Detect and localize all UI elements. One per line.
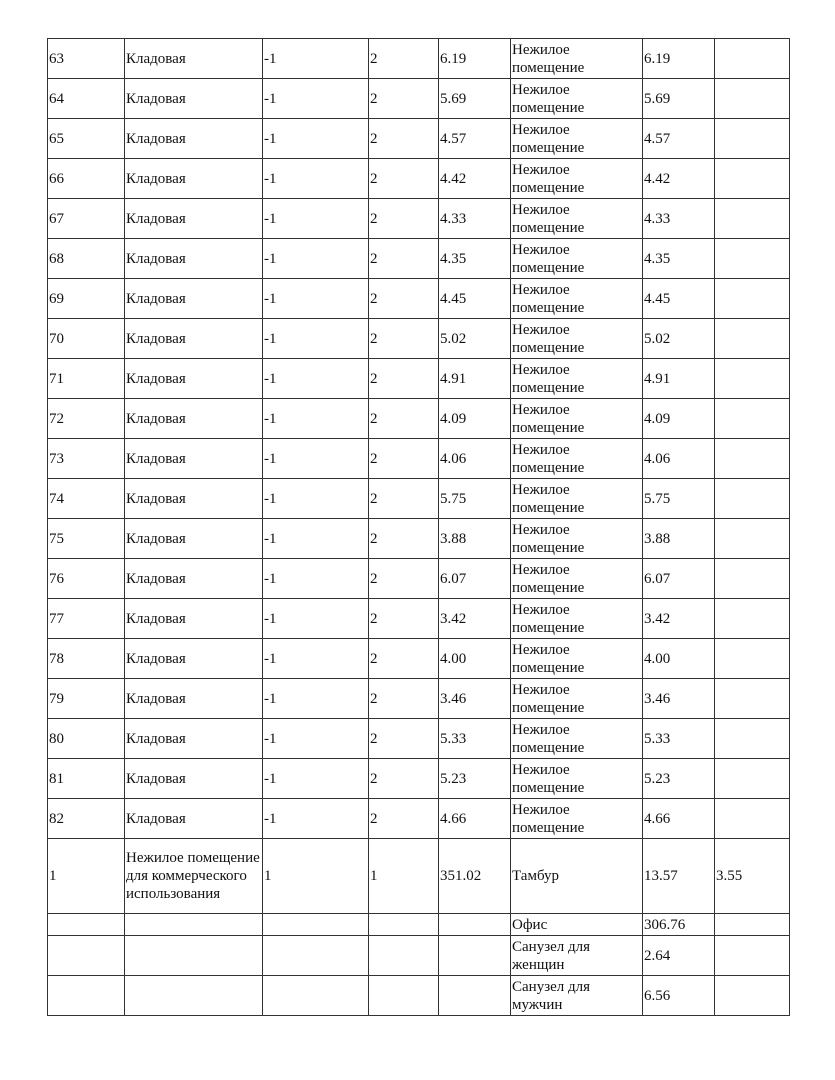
cell-room-name: Кладовая [125,119,263,159]
table-row [48,119,790,159]
premises-table [47,38,790,1016]
cell-part-area: 5.33 [643,719,715,759]
cell-part-name: Нежилое помещение [511,439,643,479]
table-row [48,914,790,936]
cell-room-name: Кладовая [125,159,263,199]
cell-room-name: Кладовая [125,799,263,839]
cell-room-number: 78 [48,639,125,679]
cell-extra-area [715,479,790,519]
cell-room-name: Кладовая [125,759,263,799]
table-row [48,976,790,1016]
cell-type-code: 2 [369,79,439,119]
cell-total-area: 4.06 [439,439,511,479]
cell-total-area: 4.57 [439,119,511,159]
cell-part-name: Тамбур [511,839,643,914]
cell-total-area [439,976,511,1016]
cell-part-area: 4.09 [643,399,715,439]
table-row [48,479,790,519]
cell-room-name: Кладовая [125,719,263,759]
cell-room-name [125,914,263,936]
cell-extra-area [715,599,790,639]
cell-total-area: 5.75 [439,479,511,519]
cell-part-area: 13.57 [643,839,715,914]
cell-floor: -1 [263,159,369,199]
cell-extra-area [715,239,790,279]
cell-room-name: Кладовая [125,359,263,399]
cell-floor [263,976,369,1016]
table-row [48,839,790,914]
cell-part-name: Санузел для женщин [511,936,643,976]
cell-type-code: 2 [369,559,439,599]
cell-extra-area [715,976,790,1016]
cell-total-area: 4.33 [439,199,511,239]
cell-room-name: Кладовая [125,479,263,519]
table-row [48,399,790,439]
cell-floor: -1 [263,759,369,799]
cell-total-area: 5.23 [439,759,511,799]
cell-room-name: Кладовая [125,399,263,439]
cell-room-name: Кладовая [125,79,263,119]
cell-part-area: 5.69 [643,79,715,119]
cell-part-name: Нежилое помещение [511,799,643,839]
cell-extra-area [715,319,790,359]
table-row [48,936,790,976]
cell-floor [263,914,369,936]
table-row [48,759,790,799]
cell-room-name: Кладовая [125,199,263,239]
cell-total-area: 5.69 [439,79,511,119]
cell-room-number [48,976,125,1016]
cell-extra-area [715,679,790,719]
cell-room-name: Кладовая [125,39,263,79]
cell-part-area: 6.19 [643,39,715,79]
cell-type-code [369,914,439,936]
cell-part-name: Нежилое помещение [511,399,643,439]
cell-part-name: Нежилое помещение [511,79,643,119]
cell-part-area: 4.33 [643,199,715,239]
table-row [48,679,790,719]
cell-part-area: 3.46 [643,679,715,719]
cell-room-number: 72 [48,399,125,439]
cell-extra-area [715,119,790,159]
cell-room-name: Кладовая [125,239,263,279]
table-row [48,719,790,759]
cell-part-name: Нежилое помещение [511,719,643,759]
cell-part-name: Нежилое помещение [511,479,643,519]
cell-extra-area [715,719,790,759]
cell-part-area: 5.02 [643,319,715,359]
cell-room-number: 65 [48,119,125,159]
cell-part-name: Нежилое помещение [511,39,643,79]
cell-floor: -1 [263,119,369,159]
cell-extra-area [715,936,790,976]
cell-room-number: 66 [48,159,125,199]
cell-part-name: Нежилое помещение [511,359,643,399]
cell-part-name: Офис [511,914,643,936]
cell-part-area: 4.66 [643,799,715,839]
cell-total-area: 5.02 [439,319,511,359]
cell-room-name [125,936,263,976]
cell-part-area: 4.42 [643,159,715,199]
cell-part-name: Нежилое помещение [511,559,643,599]
cell-part-area: 5.23 [643,759,715,799]
table-row [48,599,790,639]
cell-room-name: Кладовая [125,679,263,719]
cell-floor: -1 [263,719,369,759]
cell-part-name: Нежилое помещение [511,519,643,559]
cell-type-code: 2 [369,359,439,399]
cell-floor: -1 [263,519,369,559]
cell-room-number: 82 [48,799,125,839]
cell-room-number: 79 [48,679,125,719]
cell-room-name: Кладовая [125,279,263,319]
cell-extra-area [715,914,790,936]
table-row [48,239,790,279]
cell-extra-area [715,79,790,119]
cell-part-name: Нежилое помещение [511,279,643,319]
cell-room-name: Нежилое помещение для коммерческого использования [125,839,263,914]
table-row [48,319,790,359]
cell-total-area: 3.42 [439,599,511,639]
cell-total-area: 4.42 [439,159,511,199]
cell-room-number: 76 [48,559,125,599]
cell-room-number: 64 [48,79,125,119]
cell-floor: -1 [263,639,369,679]
cell-type-code: 2 [369,639,439,679]
cell-extra-area [715,759,790,799]
cell-extra-area [715,279,790,319]
cell-part-area: 5.75 [643,479,715,519]
cell-part-name: Нежилое помещение [511,679,643,719]
cell-floor: -1 [263,319,369,359]
cell-floor [263,936,369,976]
table-row [48,159,790,199]
cell-room-number [48,914,125,936]
cell-floor: -1 [263,439,369,479]
cell-type-code: 2 [369,759,439,799]
cell-room-name: Кладовая [125,519,263,559]
cell-part-name: Нежилое помещение [511,319,643,359]
cell-part-area: 306.76 [643,914,715,936]
table-row [48,79,790,119]
cell-part-area: 4.35 [643,239,715,279]
cell-part-name: Нежилое помещение [511,159,643,199]
cell-type-code [369,976,439,1016]
cell-type-code [369,936,439,976]
cell-floor: -1 [263,799,369,839]
cell-part-name: Нежилое помещение [511,239,643,279]
cell-room-number [48,936,125,976]
cell-part-area: 4.57 [643,119,715,159]
cell-extra-area [715,439,790,479]
cell-room-number: 73 [48,439,125,479]
cell-room-name: Кладовая [125,439,263,479]
cell-floor: -1 [263,279,369,319]
table-row [48,39,790,79]
table-row [48,799,790,839]
cell-total-area: 4.35 [439,239,511,279]
cell-part-area: 6.07 [643,559,715,599]
cell-type-code: 2 [369,679,439,719]
cell-floor: -1 [263,599,369,639]
cell-room-number: 77 [48,599,125,639]
cell-floor: 1 [263,839,369,914]
cell-room-number: 69 [48,279,125,319]
cell-total-area: 3.88 [439,519,511,559]
cell-type-code: 2 [369,519,439,559]
cell-room-number: 1 [48,839,125,914]
cell-part-name: Нежилое помещение [511,199,643,239]
cell-type-code: 2 [369,199,439,239]
cell-type-code: 2 [369,279,439,319]
cell-total-area: 5.33 [439,719,511,759]
cell-floor: -1 [263,399,369,439]
table-row [48,639,790,679]
cell-extra-area [715,199,790,239]
cell-floor: -1 [263,679,369,719]
cell-extra-area [715,399,790,439]
cell-part-name: Нежилое помещение [511,119,643,159]
cell-total-area: 4.45 [439,279,511,319]
cell-room-number: 63 [48,39,125,79]
table-row [48,199,790,239]
cell-room-name: Кладовая [125,599,263,639]
cell-room-number: 75 [48,519,125,559]
cell-total-area: 4.00 [439,639,511,679]
cell-type-code: 2 [369,119,439,159]
cell-type-code: 2 [369,719,439,759]
cell-floor: -1 [263,39,369,79]
cell-part-area: 3.88 [643,519,715,559]
cell-total-area: 4.91 [439,359,511,399]
cell-type-code: 2 [369,439,439,479]
table-body [48,39,790,1016]
cell-part-name: Санузел для мужчин [511,976,643,1016]
cell-room-number: 70 [48,319,125,359]
cell-floor: -1 [263,359,369,399]
cell-type-code: 1 [369,839,439,914]
cell-extra-area [715,799,790,839]
cell-floor: -1 [263,199,369,239]
cell-total-area: 6.07 [439,559,511,599]
cell-type-code: 2 [369,319,439,359]
cell-part-area: 4.91 [643,359,715,399]
cell-room-name [125,976,263,1016]
table-row [48,359,790,399]
cell-part-area: 4.45 [643,279,715,319]
cell-room-name: Кладовая [125,559,263,599]
cell-part-area: 3.42 [643,599,715,639]
cell-part-area: 4.00 [643,639,715,679]
cell-room-number: 81 [48,759,125,799]
table-row [48,519,790,559]
cell-extra-area [715,39,790,79]
cell-type-code: 2 [369,239,439,279]
cell-room-number: 80 [48,719,125,759]
cell-total-area [439,936,511,976]
cell-room-number: 67 [48,199,125,239]
cell-total-area [439,914,511,936]
cell-type-code: 2 [369,799,439,839]
cell-total-area: 6.19 [439,39,511,79]
cell-total-area: 4.09 [439,399,511,439]
cell-room-number: 74 [48,479,125,519]
cell-total-area: 3.46 [439,679,511,719]
cell-room-name: Кладовая [125,639,263,679]
cell-part-name: Нежилое помещение [511,759,643,799]
cell-extra-area [715,359,790,399]
cell-floor: -1 [263,239,369,279]
cell-extra-area [715,519,790,559]
cell-room-number: 71 [48,359,125,399]
cell-part-area: 6.56 [643,976,715,1016]
cell-total-area: 351.02 [439,839,511,914]
cell-part-name: Нежилое помещение [511,639,643,679]
cell-floor: -1 [263,559,369,599]
cell-room-number: 68 [48,239,125,279]
cell-extra-area [715,639,790,679]
cell-room-name: Кладовая [125,319,263,359]
cell-total-area: 4.66 [439,799,511,839]
table-row [48,559,790,599]
cell-extra-area [715,559,790,599]
cell-extra-area: 3.55 [715,839,790,914]
cell-extra-area [715,159,790,199]
cell-floor: -1 [263,479,369,519]
cell-part-area: 2.64 [643,936,715,976]
cell-part-area: 4.06 [643,439,715,479]
table-row [48,439,790,479]
cell-type-code: 2 [369,39,439,79]
cell-floor: -1 [263,79,369,119]
cell-part-name: Нежилое помещение [511,599,643,639]
cell-type-code: 2 [369,159,439,199]
cell-type-code: 2 [369,599,439,639]
cell-type-code: 2 [369,399,439,439]
cell-type-code: 2 [369,479,439,519]
table-row [48,279,790,319]
